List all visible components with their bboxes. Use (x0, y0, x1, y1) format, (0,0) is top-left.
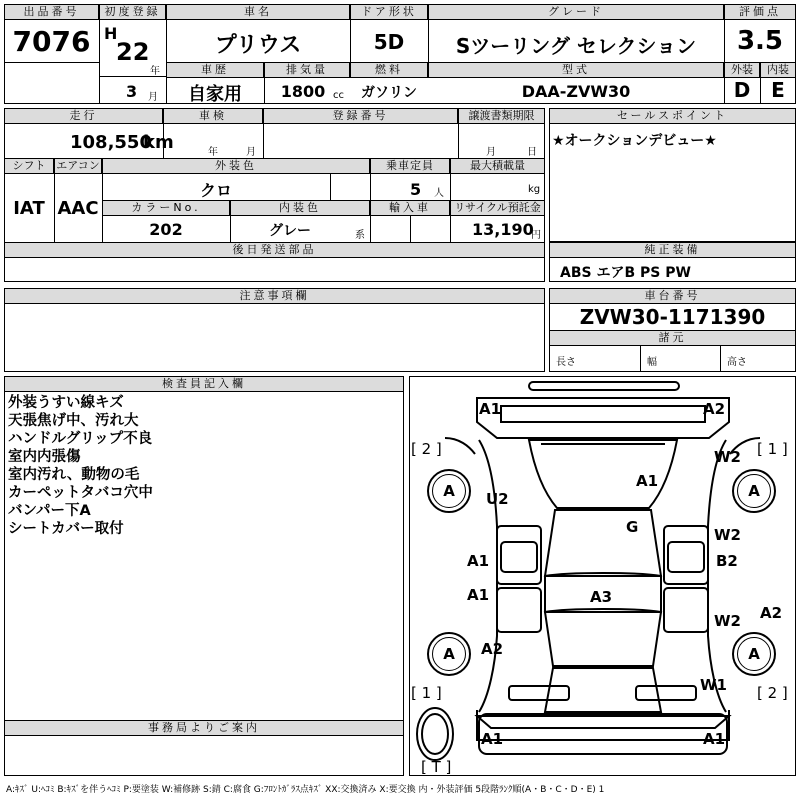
inspector-notes (8, 394, 153, 538)
inspector-line: バンパー下A (8, 503, 91, 519)
legend: A:ｷｽﾞ U:ﾍｺﾐ B:ｷｽﾞを伴うﾍｺﾐ P:要塗装 W:補修跡 S:錆 C:腐食 G:ﾌﾛﾝﾄｶﾞﾗｽ点ｷｽﾞ XX:交換済み X:要交換 内・外装評価 5段階ﾗﾝｸ順(A・B・C・D・E) 1 (6, 785, 605, 795)
inspector-label: 検査員記入欄 (4, 376, 404, 392)
mileage: 108,550 (70, 132, 152, 153)
history: 自家用 (188, 84, 242, 105)
spec-length: 長さ (556, 357, 576, 368)
car-name-label: 車名 (166, 4, 350, 20)
bracket-top-left: [ 2 ] (411, 440, 442, 458)
sales-point-label: セールスポイント (549, 108, 796, 124)
score: 3.5 (736, 26, 784, 56)
recycle-label: リサイクル預託金 (450, 200, 545, 216)
damage-rear-left: A1 (481, 730, 504, 748)
capacity-unit: 人 (434, 188, 444, 199)
inspector-line: 天張焦げ中、汚れ大 (8, 413, 139, 429)
damage-w2-top: W2 (714, 448, 741, 466)
inspection-label: 車検 (163, 108, 263, 124)
door-label: ドア形状 (350, 4, 428, 20)
fuel: ガソリン (361, 85, 417, 101)
damage-front-left: A1 (479, 400, 502, 418)
chassis-label: 車台番号 (549, 288, 796, 304)
inspector-line: ハンドルグリップ不良 (8, 431, 153, 447)
inspection-year: 年 (208, 147, 218, 158)
damage-w1: W1 (700, 676, 727, 694)
inspector-line: カーペットタバコ穴中 (8, 485, 153, 501)
mileage-label: 走行 (4, 108, 163, 124)
registration-year: 22 (116, 38, 150, 66)
inspection-month: 月 (246, 147, 256, 158)
sales-point: ★オークションデビュー★ (552, 133, 717, 149)
damage-left-door-front: A1 (467, 552, 490, 570)
inspector-line: シートカバー取付 (8, 521, 124, 537)
model: DAA-ZVW30 (521, 82, 631, 101)
door-type: 5D (373, 30, 405, 54)
damage-a2-left: A2 (481, 640, 504, 658)
interior-color-unit: 系 (355, 230, 365, 241)
car-name: プリウス (214, 33, 302, 58)
displacement: 1800 (280, 82, 326, 101)
damage-a2-right: A2 (760, 604, 783, 622)
damage-front-right: A2 (703, 400, 726, 418)
office-notice-label: 事務局よりご案内 (4, 720, 404, 736)
damage-rear-right: A1 (703, 730, 726, 748)
notes-label: 注意事項欄 (4, 288, 545, 304)
tire-rear-left: A (427, 632, 471, 676)
displacement-label: 排気量 (264, 62, 350, 78)
transfer-month: 月 (486, 147, 496, 158)
first-registration-label: 初度登録 (99, 4, 166, 20)
interior-label: 内装 (760, 62, 796, 78)
score-label: 評価点 (724, 4, 796, 20)
interior-color: グレー (269, 223, 311, 239)
shift: IAT (13, 198, 45, 219)
tire-front-left: A (427, 469, 471, 513)
transfer-day: 日 (527, 147, 537, 158)
max-load-unit: kg (528, 184, 541, 195)
bracket-trunk: [ T ] (421, 758, 452, 776)
ac-label: エアコン (54, 158, 102, 174)
tire-front-right: A (732, 469, 776, 513)
year-unit: 年 (150, 66, 160, 77)
lot-number-label: 出品番号 (4, 4, 99, 20)
interior-color-label: 内装色 (230, 200, 370, 216)
spec-width: 幅 (647, 357, 657, 368)
ac: AAC (57, 198, 99, 219)
recycle-unit: 円 (531, 230, 541, 241)
bracket-top-right: [ 1 ] (757, 440, 788, 458)
era: H (104, 24, 118, 43)
color-number-label: カラーNo. (102, 200, 230, 216)
capacity-label: 乗車定員 (370, 158, 450, 174)
exterior-label: 外装 (724, 62, 760, 78)
bracket-bottom-left: [ 1 ] (411, 684, 442, 702)
sales-point-block (549, 108, 796, 242)
max-load-label: 最大積載量 (450, 158, 545, 174)
model-label: 型式 (428, 62, 724, 78)
chassis-number: ZVW30-1171390 (579, 305, 766, 329)
inspector-line: 室内内張傷 (8, 449, 81, 465)
bracket-bottom-right: [ 2 ] (757, 684, 788, 702)
later-parts-label: 後日発送部品 (4, 242, 545, 258)
damage-left-door-rear: A1 (467, 586, 490, 604)
damage-u2: U2 (486, 490, 509, 508)
grade-label: グレード (428, 4, 724, 20)
damage-w2-mid: W2 (714, 526, 741, 544)
exterior-grade: D (733, 78, 751, 102)
import-label: 輸入車 (370, 200, 450, 216)
fuel-label: 燃料 (350, 62, 428, 78)
damage-b2: B2 (716, 552, 738, 570)
mileage-unit: km (143, 132, 174, 153)
damage-w2-low: W2 (714, 612, 741, 630)
interior-grade: E (771, 78, 785, 102)
recycle-fee: 13,190 (472, 220, 534, 239)
tire-rear-right: A (732, 632, 776, 676)
spec-label: 諸元 (549, 330, 796, 346)
shift-label: シフト (4, 158, 54, 174)
inspector-line: 室内汚れ、動物の毛 (8, 467, 140, 483)
inspector-line: 外装うすい線キズ (8, 395, 124, 411)
exterior-color: クロ (199, 181, 232, 200)
exterior-color-label: 外装色 (102, 158, 370, 174)
car-outline (409, 376, 796, 776)
color-number: 202 (149, 220, 183, 239)
registration-month: 3 (126, 82, 138, 101)
grade: Sツーリング セレクション (455, 34, 697, 58)
history-label: 車歴 (166, 62, 264, 78)
spec-height: 高さ (727, 357, 747, 368)
transfer-deadline-label: 譲渡書類期限 (458, 108, 545, 124)
lot-number: 7076 (12, 25, 91, 58)
month-unit: 月 (148, 92, 158, 103)
genuine-equipment: ABS エアB PS PW (560, 265, 691, 281)
displacement-unit: cc (333, 90, 344, 101)
capacity: 5 (410, 180, 422, 199)
damage-roof: A3 (590, 588, 613, 606)
damage-glass: G (626, 518, 639, 536)
registration-number-label: 登録番号 (263, 108, 458, 124)
damage-hood: A1 (636, 472, 659, 490)
genuine-label: 純正装備 (549, 242, 796, 258)
